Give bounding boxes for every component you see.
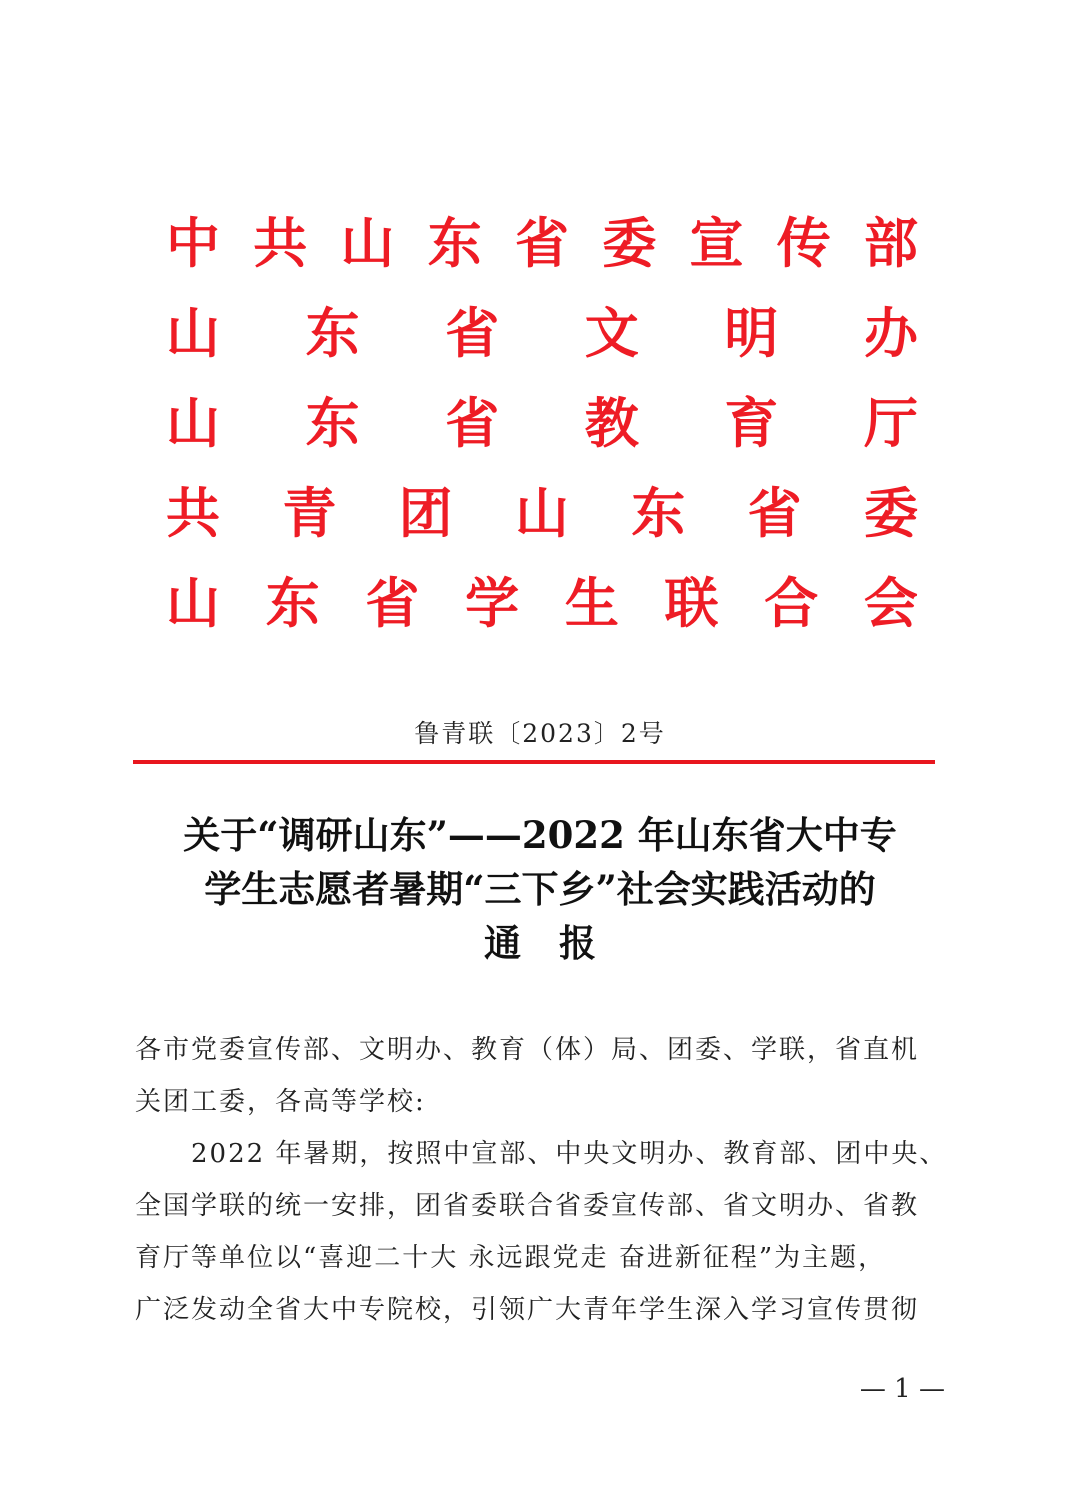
issuer-line xyxy=(166,304,918,364)
notice-title xyxy=(120,808,960,970)
issuer-line xyxy=(166,484,918,544)
paragraph-line-4: 广泛发动全省大中专院校，引领广大青年学生深入学习宣传贯彻 xyxy=(135,1295,920,1325)
issuer-char: 部 xyxy=(864,212,918,275)
document-number: 鲁青联〔2023〕2号 xyxy=(414,719,666,748)
issuer-char: 省 xyxy=(365,572,420,635)
issuer-char: 青 xyxy=(282,482,337,545)
issuer-line xyxy=(166,394,918,454)
red-divider-line xyxy=(133,760,935,764)
page-number: — 1 — xyxy=(859,1374,945,1404)
issuer-char: 东 xyxy=(305,392,360,455)
addressee-line-1: 各市党委宣传部、文明办、教育（体）局、团委、学联，省直机 xyxy=(135,1035,920,1065)
issuer-char: 东 xyxy=(427,212,482,275)
issuer-char: 宣 xyxy=(689,212,744,275)
issuer-char: 山 xyxy=(166,392,220,455)
issuer-char: 省 xyxy=(445,302,500,365)
issuer-char: 联 xyxy=(664,572,719,635)
issuer-char: 东 xyxy=(305,302,360,365)
issuer-char: 山 xyxy=(166,572,220,635)
document-body xyxy=(135,1024,948,1336)
issuer-char: 省 xyxy=(747,482,802,545)
paragraph xyxy=(135,1128,948,1336)
issuer-char: 山 xyxy=(514,482,569,545)
issuer-char: 合 xyxy=(764,572,819,635)
issuer-char: 中 xyxy=(166,212,220,275)
issuer-char: 委 xyxy=(863,482,918,545)
issuer-line xyxy=(166,574,918,634)
issuer-char: 育 xyxy=(724,392,779,455)
issuer-line xyxy=(166,214,918,274)
issuer-char: 山 xyxy=(166,302,220,365)
issuer-char: 厅 xyxy=(863,392,918,455)
issuer-char: 文 xyxy=(584,302,639,365)
addressee xyxy=(135,1024,945,1128)
addressee-line-2: 关团工委，各高等学校: xyxy=(135,1087,426,1117)
issuer-char: 省 xyxy=(515,212,569,275)
issuing-organizations xyxy=(166,214,918,664)
paragraph-line-1: 2022 年暑期，按照中宣部、中央文明办、教育部、团中央、 xyxy=(191,1139,948,1169)
title-line-2: 学生志愿者暑期“三下乡”社会实践活动的 xyxy=(204,867,876,911)
issuer-char: 东 xyxy=(265,572,320,635)
issuer-char: 学 xyxy=(465,572,520,635)
paragraph-line-2: 全国学联的统一安排，团省委联合省委宣传部、省文明办、省教 xyxy=(135,1191,920,1221)
title-line-1: 关于“调研山东”——2022 年山东省大中专 xyxy=(183,813,897,857)
issuer-char: 教 xyxy=(584,392,639,455)
issuer-char: 办 xyxy=(863,302,918,365)
issuer-char: 传 xyxy=(776,212,831,275)
issuer-char: 会 xyxy=(863,572,918,635)
paragraph-line-3: 育厅等单位以“喜迎二十大 永远跟党走 奋进新征程”为主题， xyxy=(135,1243,887,1273)
issuer-char: 委 xyxy=(602,212,657,275)
issuer-char: 团 xyxy=(398,482,453,545)
issuer-char: 共 xyxy=(253,212,308,275)
issuer-char: 东 xyxy=(631,482,686,545)
issuer-char: 明 xyxy=(724,302,779,365)
issuer-char: 共 xyxy=(166,482,220,545)
issuer-char: 省 xyxy=(445,392,500,455)
title-line-3: 通报 xyxy=(484,921,634,965)
issuer-char: 生 xyxy=(564,572,619,635)
issuer-char: 山 xyxy=(340,212,395,275)
